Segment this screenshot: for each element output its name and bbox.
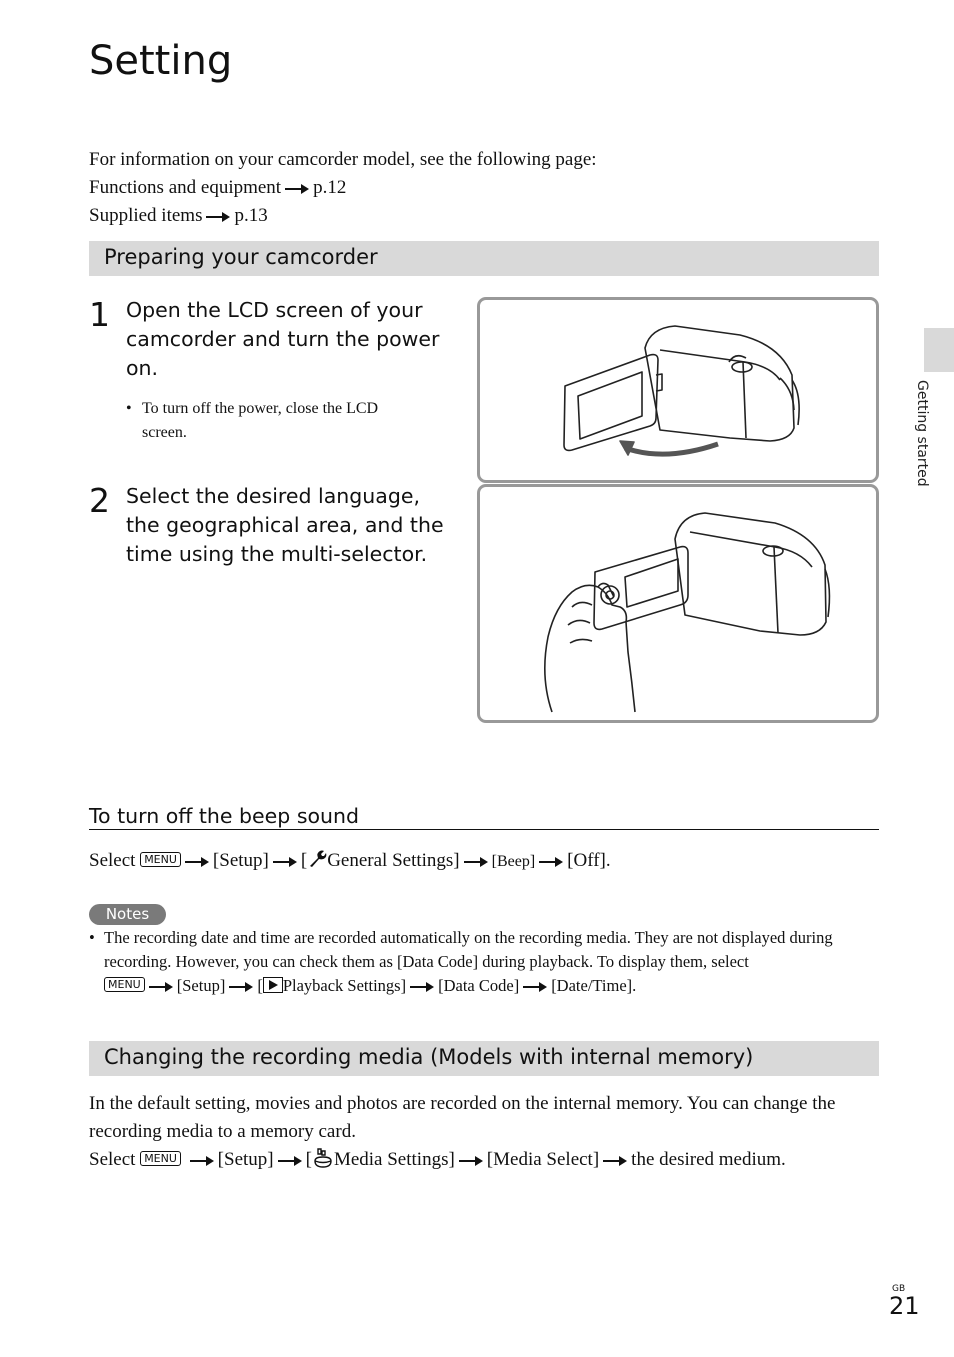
arrow-icon bbox=[273, 857, 297, 867]
menu-path-media-settings: Media Settings] bbox=[333, 1149, 455, 1170]
instruction-text: Select bbox=[89, 1149, 136, 1170]
intro-ref-text: Supplied items bbox=[89, 205, 203, 226]
bullet-text: To turn off the power, close the LCD screen. bbox=[142, 400, 379, 441]
arrow-icon bbox=[523, 982, 547, 992]
note-body: The recording date and time are recorded automatically on the recording media. They are not displayed during recording. However, you can check them as [Data Code] during playback. To display them, select bbox=[104, 928, 833, 971]
step-bullet bbox=[126, 397, 426, 445]
arrow-icon bbox=[459, 1156, 483, 1166]
menu-path-setup: [Setup] bbox=[217, 1149, 274, 1170]
section-heading: Changing the recording media (Models with internal memory) bbox=[104, 1045, 754, 1069]
side-tab-text: Getting started bbox=[914, 380, 930, 487]
instruction-text: Select bbox=[89, 850, 136, 871]
menu-button-icon: MENU bbox=[140, 852, 181, 867]
playback-icon bbox=[263, 977, 283, 993]
menu-button-icon: MENU bbox=[140, 1151, 181, 1166]
media-settings-icon bbox=[312, 1147, 334, 1169]
menu-path-bracket: [ bbox=[305, 1149, 312, 1170]
intro-ref-text: Functions and equipment bbox=[89, 177, 282, 198]
arrow-icon bbox=[229, 982, 253, 992]
menu-path-data-code: [Data Code] bbox=[438, 976, 520, 995]
wrench-icon bbox=[307, 849, 327, 869]
menu-path-playback-settings: Playback Settings] bbox=[282, 976, 407, 995]
menu-path-media-select: [Media Select] bbox=[486, 1149, 600, 1170]
bullet-dot: • bbox=[89, 928, 95, 947]
step-number: 1 bbox=[89, 295, 110, 334]
menu-path-setup: [Setup] bbox=[176, 976, 226, 995]
arrow-icon bbox=[603, 1156, 627, 1166]
media-instruction bbox=[89, 1146, 889, 1174]
side-tab-marker bbox=[924, 328, 954, 372]
note-item bbox=[89, 926, 879, 998]
arrow-icon bbox=[190, 1156, 214, 1166]
side-tab-label bbox=[906, 380, 936, 520]
hand-multi-selector-illustration bbox=[480, 487, 876, 720]
section-heading: Preparing your camcorder bbox=[104, 245, 378, 269]
menu-path-date-time: [Date/Time]. bbox=[551, 976, 637, 995]
para-text: In the default setting, movies and photos are recorded on the internal memory. You can change the recording media to a memory card. bbox=[89, 1093, 836, 1142]
arrow-icon bbox=[410, 982, 434, 992]
intro-line: For information on your camcorder model, see the following page: bbox=[89, 149, 597, 170]
step-number: 2 bbox=[89, 481, 110, 520]
intro-ref-line bbox=[89, 202, 597, 230]
page-link[interactable]: p.12 bbox=[313, 177, 347, 198]
section-heading-band bbox=[89, 1041, 879, 1076]
menu-path-beep: [Beep] bbox=[491, 853, 536, 870]
step-text: Open the LCD screen of your camcorder and turn the power on. bbox=[126, 298, 440, 380]
arrow-icon bbox=[285, 184, 309, 194]
menu-path-general-settings: General Settings] bbox=[327, 850, 460, 871]
page-title: Setting bbox=[89, 38, 233, 84]
page-region: GB bbox=[892, 1284, 906, 1294]
menu-button-icon: MENU bbox=[104, 977, 145, 992]
arrow-icon bbox=[539, 857, 563, 867]
arrow-icon bbox=[464, 857, 488, 867]
section-heading-band bbox=[89, 241, 879, 276]
arrow-icon bbox=[278, 1156, 302, 1166]
menu-path-off: [Off]. bbox=[567, 850, 611, 871]
notes-badge: Notes bbox=[89, 904, 166, 925]
note-text bbox=[104, 926, 879, 998]
instruction-end: the desired medium. bbox=[631, 1149, 786, 1170]
menu-path-bracket: [ bbox=[300, 850, 308, 871]
media-paragraph bbox=[89, 1090, 889, 1174]
figure-open-lcd bbox=[477, 297, 879, 483]
menu-path-setup: [Setup] bbox=[212, 850, 269, 871]
arrow-icon bbox=[149, 982, 173, 992]
arrow-icon bbox=[185, 857, 209, 867]
figure-multi-selector bbox=[477, 484, 879, 723]
menu-path-bracket: [ bbox=[257, 976, 263, 995]
page-number: 21 bbox=[889, 1292, 920, 1320]
beep-instruction bbox=[89, 849, 611, 872]
intro-ref-line bbox=[89, 174, 597, 202]
subheading-beep: To turn off the beep sound bbox=[89, 804, 879, 830]
step-text: Select the desired language, the geographical area, and the time using the multi-selector. bbox=[126, 484, 444, 566]
page-link[interactable]: p.13 bbox=[234, 205, 268, 226]
arrow-icon bbox=[206, 212, 230, 222]
intro-block bbox=[89, 146, 597, 230]
camcorder-open-lcd-illustration bbox=[480, 300, 876, 480]
bullet-dot: • bbox=[126, 400, 132, 417]
